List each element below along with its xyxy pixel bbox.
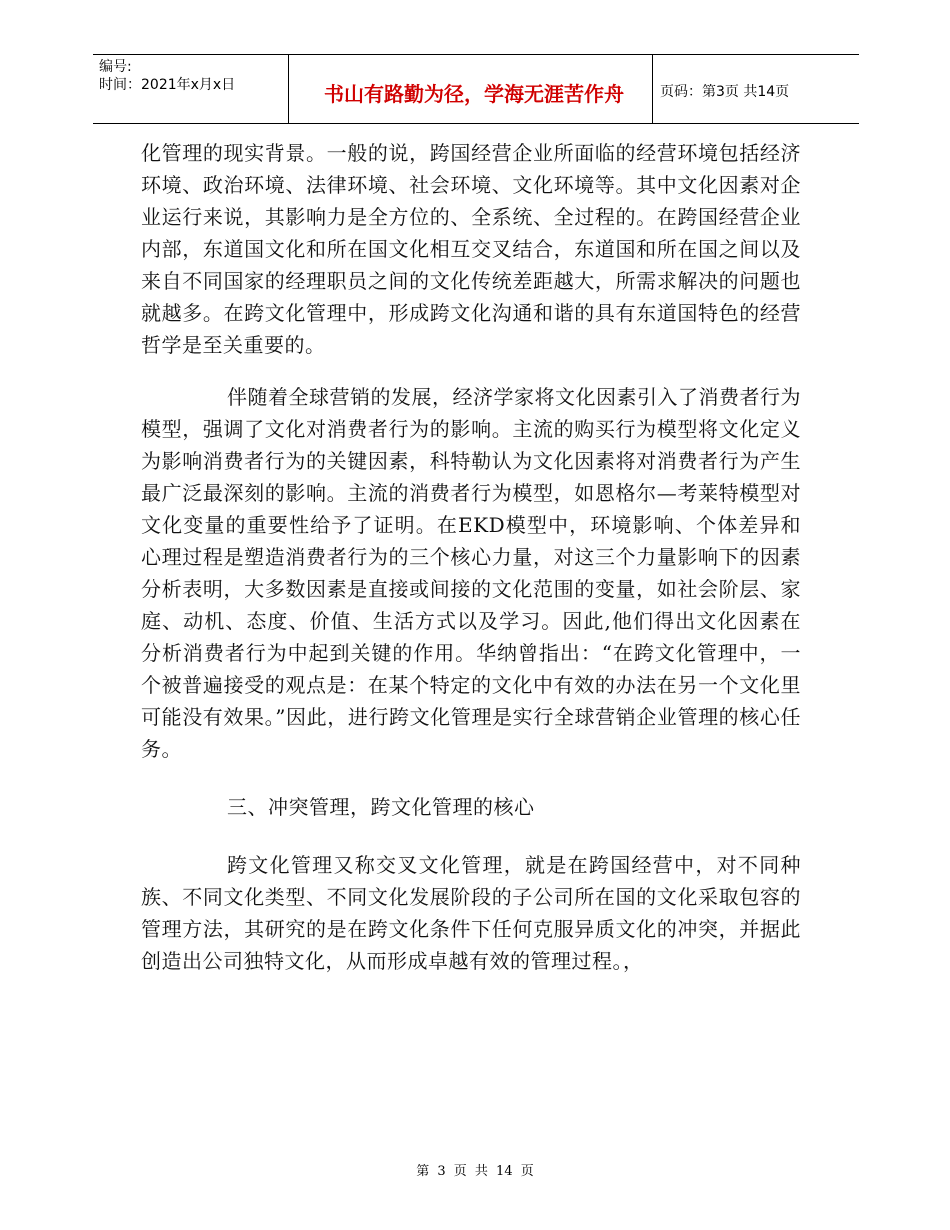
header-motto: 书山有路勤为径，学海无涯苦作舟 <box>324 82 624 106</box>
header-page-info: 页码：第3页 共14页 <box>660 84 790 100</box>
page-footer: 第 3 页 共 14 页 <box>416 1164 534 1179</box>
body-paragraph-1: 化管理的现实背景。一般的说，跨国经营企业所面临的经营环境包括经济环境、政治环境、法律环境、社会环境、文化环境等。其中文化因素对企业运行来说，其影响力是全方位的、全系统、全过程的。在跨国经营企业内部，东道国文化和所在国文化相互交叉结合，东道国和所在国之间以及来自不同国家的经理职员之间的文化传统差距越大，所需求解决的问题也就越多。在跨文化管理中，形成跨文化沟通和谐的具有东道国特色的经营哲学是至关重要的。 <box>141 141 801 357</box>
section-heading: 三、冲突管理，跨文化管理的核心 <box>227 795 535 819</box>
document-number-label: 编号: <box>99 59 132 75</box>
body-paragraph-3: 跨文化管理又称交叉文化管理，就是在跨国经营中，对不同种族、不同文化类型、不同文化发展阶段的子公司所在国的文化采取包容的管理方法，其研究的是在跨文化条件下任何克服异质文化的冲突，并据此创造出公司独特文化，从而形成卓越有效的管理过程。， <box>141 853 801 973</box>
document-body <box>141 137 801 977</box>
header-divider-left <box>288 55 289 123</box>
page-header <box>93 54 859 124</box>
header-divider-right <box>652 55 653 123</box>
document-time-label: 时间：2021年x月x日 <box>99 77 236 93</box>
header-meta <box>99 58 235 94</box>
body-paragraph-2: 伴随着全球营销的发展，经济学家将文化因素引入了消费者行为模型，强调了文化对消费者行为的影响。主流的购买行为模型将文化定义为影响消费者行为的关键因素，科特勒认为文化因素将对消费者行为产生最广泛最深刻的影响。主流的消费者行为模型，如恩格尔—考莱特模型对文化变量的重要性给予了证明。在EKD模型中，环境影响、个体差异和心理过程是塑造消费者行为的三个核心力量，对这三个力量影响下的因素分析表明，大多数因素是直接或间接的文化范围的变量，如社会阶层、家庭、动机、态度、价值、生活方式以及学习。因此,他们得出文化因素在分析消费者行为中起到关键的作用。华纳曾指出：“在跨文化管理中，一个被普遍接受的观点是：在某个特定的文化中有效的办法在另一个文化里可能没有效果。”因此，进行跨文化管理是实行全球营销企业管理的核心任务。 <box>141 385 801 761</box>
